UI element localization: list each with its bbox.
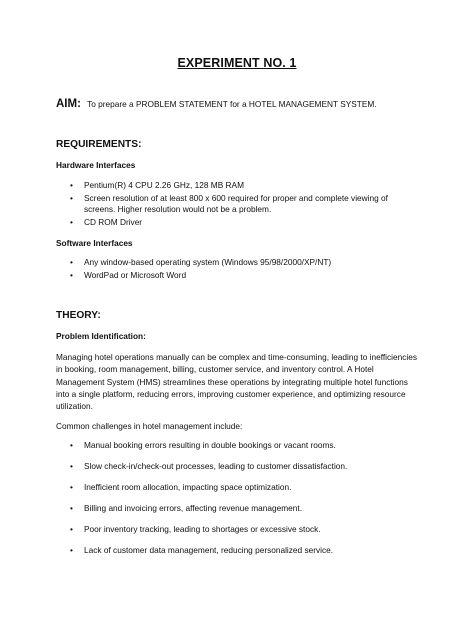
theory-heading: THEORY: (56, 310, 101, 321)
aim-label: AIM: (56, 98, 81, 110)
bullet-icon: • (70, 193, 73, 203)
bullet-icon: • (70, 270, 73, 280)
challenges-list (56, 440, 416, 566)
list-item (56, 503, 416, 514)
list-item (56, 482, 416, 493)
bullet-icon: • (70, 180, 73, 190)
list-item-text: Poor inventory tracking, leading to shortages or excessive stock. (84, 524, 321, 534)
list-item (56, 193, 416, 215)
software-list (56, 257, 416, 283)
list-item-text: Slow check-in/check-out processes, leading to customer dissatisfaction. (84, 461, 348, 471)
list-item (56, 217, 416, 228)
list-item (56, 257, 416, 268)
list-item-text: Any window-based operating system (Windows 95/98/2000/XP/NT) (84, 257, 332, 267)
list-item-text: Pentium(R) 4 CPU 2.26 GHz, 128 MB RAM (84, 180, 244, 190)
list-item (56, 524, 416, 535)
problem-identification-heading: Problem Identification: (56, 331, 146, 341)
list-item-text: CD ROM Driver (84, 217, 143, 227)
problem-paragraph: Managing hotel operations manually can be complex and time-consuming, leading to inefficiencies in booking, room management, billing, customer service, and inventory control. A Hotel Management System (HMS) streamlines these operations by integrating multiple hotel functions into a single platform, reducing errors, improving customer experience, and optimizing resource utilization. (56, 352, 417, 412)
list-item-text: Screen resolution of at least 800 x 600 required for proper and complete viewing of screens. Higher resolution would not be a problem. (84, 193, 388, 214)
list-item-text: WordPad or Microsoft Word (84, 270, 187, 280)
software-interfaces-heading: Software Interfaces (56, 238, 133, 248)
bullet-icon: • (70, 217, 73, 227)
list-item (56, 270, 416, 281)
bullet-icon: • (70, 257, 73, 267)
bullet-icon: • (70, 461, 73, 471)
bullet-icon: • (70, 545, 73, 555)
bullet-icon: • (70, 440, 73, 450)
list-item-text: Manual booking errors resulting in double bookings or vacant rooms. (84, 440, 336, 450)
bullet-icon: • (70, 503, 73, 513)
list-item (56, 180, 416, 191)
list-item-text: Billing and invoicing errors, affecting revenue management. (84, 503, 302, 513)
aim-text: To prepare a PROBLEM STATEMENT for a HOTEL MANAGEMENT SYSTEM. (87, 99, 377, 109)
aim-line (56, 98, 377, 110)
requirements-heading: REQUIREMENTS: (56, 139, 142, 150)
challenges-intro: Common challenges in hotel management include: (56, 421, 243, 431)
list-item (56, 545, 416, 556)
hardware-interfaces-heading: Hardware Interfaces (56, 160, 136, 170)
page-title: EXPERIMENT NO. 1 (177, 56, 297, 70)
list-item-text: Lack of customer data management, reducing personalized service. (84, 545, 334, 555)
list-item (56, 440, 416, 451)
bullet-icon: • (70, 524, 73, 534)
list-item (56, 461, 416, 472)
list-item-text: Inefficient room allocation, impacting space optimization. (84, 482, 292, 492)
hardware-list (56, 180, 416, 230)
bullet-icon: • (70, 482, 73, 492)
